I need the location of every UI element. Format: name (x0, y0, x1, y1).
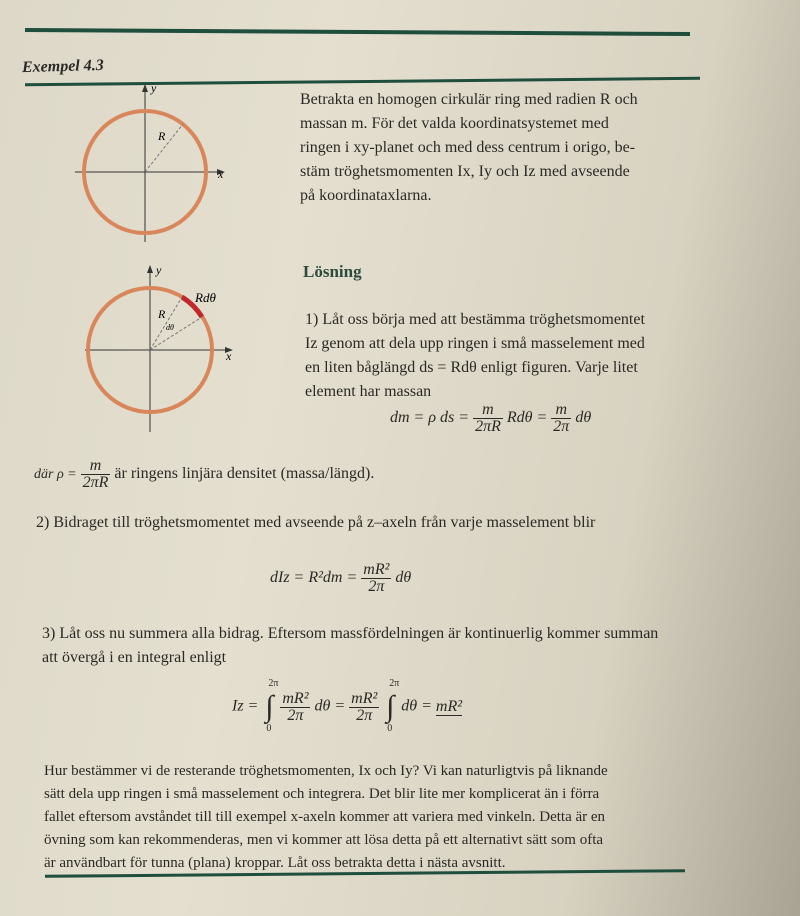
intro-line: massan m. För det valda koordinatsystemet med (300, 115, 609, 132)
step3-line: 3) Låt oss nu summera alla bidrag. Eftersom massfördelningen är kontinuerlig kommer summan (42, 625, 659, 642)
eq-dI-lhs: dIz = R²dm = (270, 569, 358, 587)
density-line (34, 458, 374, 491)
label-rdtheta: Rdθ (195, 290, 216, 305)
solution-heading: Lösning (303, 262, 362, 281)
eq-dm-lhs: dm = ρ ds = (390, 409, 470, 427)
equation-Iz (232, 678, 463, 734)
label-dtheta: dθ (166, 323, 174, 332)
label-x: x (218, 167, 224, 181)
label-y: y (151, 81, 157, 95)
label-y: y (156, 263, 162, 277)
intro-line: stäm tröghetsmomenten Ix, Iy och Iz med avseende (300, 163, 630, 180)
eq-dm-mid: Rdθ = (506, 409, 548, 427)
closing-line: Hur bestämmer vi de resterande tröghetsmomenten, Ix och Iy? Vi kan naturligtvis på liknande (44, 763, 608, 779)
eq-dI-end: dθ (395, 569, 412, 587)
step1-line: 1) Låt oss börja med att bestämma tröghetsmomentet (305, 311, 645, 328)
ring-figure-2 (80, 260, 250, 440)
density-pre: där ρ = (34, 467, 77, 483)
intro-line: ringen i xy-planet och med dess centrum i origo, be- (300, 139, 636, 156)
step1-paragraph (305, 308, 700, 404)
closing-paragraph (44, 760, 764, 875)
fraction: $\frac{\text{mR²}}{2\pi}$ (363, 561, 390, 595)
fraction: $\frac{m}{2\pi R}$ (82, 457, 109, 491)
eq-Iz-lhs: Iz = (232, 697, 259, 715)
integral-sign: ∫ 2π 0 (386, 678, 400, 734)
step3-line: att övergå i en integral enligt (42, 649, 227, 666)
label-r: R (158, 129, 166, 143)
fraction: $\frac{m}{2\pi}$ (553, 401, 570, 435)
equation-dI (270, 562, 411, 595)
ring-figure-1 (70, 80, 240, 250)
step1-line: element har massan (305, 383, 432, 400)
fraction: $\frac{\text{mR²}}{2\pi}$ (351, 689, 378, 724)
step3-paragraph (42, 622, 762, 670)
eq-Iz-end: dθ = (401, 697, 432, 715)
y-axis-arrow (147, 265, 153, 273)
label-x: x (226, 349, 232, 363)
eq-Iz-result: mR² (435, 697, 463, 715)
fraction: $\frac{\text{mR²}}{2\pi}$ (282, 689, 309, 724)
step1-line: Iz genom att dela upp ringen i små masselement med (305, 335, 645, 352)
eq-Iz-mid: dθ = (314, 697, 346, 715)
fraction: $\frac{m}{2\pi R}$ (475, 401, 501, 435)
step1-line: en liten båglängd ds = Rdθ enligt figuren. Varje litet (305, 359, 638, 376)
example-label: Exempel 4.3 (21, 56, 104, 77)
step2-paragraph: 2) Bidraget till tröghetsmomentet med avseende på z–axeln från varje masselement blir (36, 514, 596, 531)
integral-sign: ∫ 2π 0 (265, 678, 279, 734)
closing-line: fallet eftersom avståndet till till exempel x-axeln kommer att variera med vinkeln. Detta är en (44, 809, 606, 825)
radius-line-2 (150, 317, 202, 350)
closing-line: sätt dela upp ringen i små masselement och integrera. Det blir lite mer komplicerat än i förra (44, 786, 600, 802)
equation-dm (390, 402, 591, 435)
intro-line: på koordinataxlarna. (300, 187, 432, 204)
density-post: är ringens linjära densitet (massa/längd). (114, 465, 375, 483)
intro-line: Betrakta en homogen cirkulär ring med radien R och (300, 91, 638, 108)
label-r: R (158, 307, 166, 321)
intro-paragraph (300, 88, 695, 208)
closing-line: är användbart för tunna (plana) kroppar. Låt oss betrakta detta i nästa avsnitt. (44, 855, 506, 871)
top-rule (25, 28, 690, 36)
y-axis-arrow (142, 84, 148, 92)
closing-line: övning som kan rekommenderas, men vi kommer att lösa detta på ett alternativt sätt som ofta (44, 832, 604, 848)
eq-dm-end: dθ (575, 409, 592, 427)
